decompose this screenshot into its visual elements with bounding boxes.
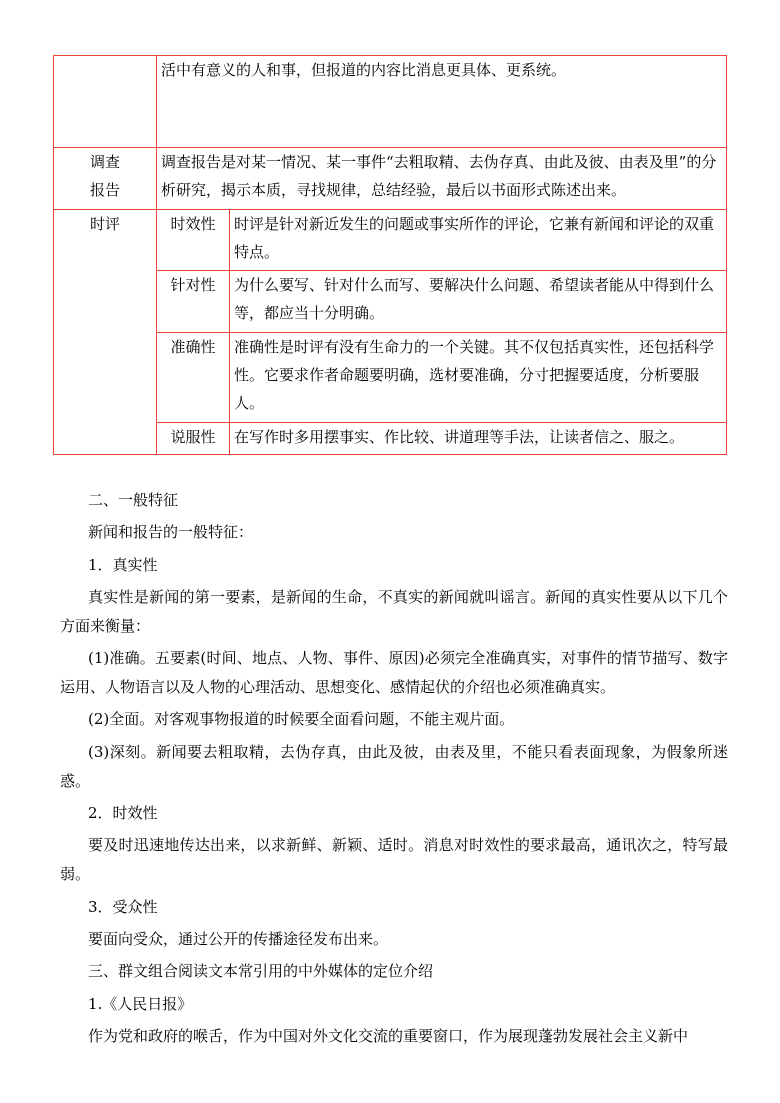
report-continuation-text: 活中有意义的人和事，但报道的内容比消息更具体、更系统。: [157, 56, 727, 148]
paragraph: 真实性是新闻的第一要素，是新闻的生命，不真实的新闻就叫谣言。新闻的真实性要从以下几个方面来衡量：: [60, 587, 728, 635]
commentary-sub-label: 准确性: [157, 333, 230, 423]
paragraph: 作为党和政府的喉舌，作为中国对外文化交流的重要窗口，作为展现蓬勃发展社会主义新中: [88, 1026, 689, 1045]
commentary-sub-desc: 为什么要写、针对什么而写、要解决什么问题、希望读者能从中得到什么等，都应当十分明确。: [230, 271, 727, 333]
table-row-commentary-timeliness: [54, 210, 727, 271]
paragraph: 要及时迅速地传达出来，以求新鲜、新颖、适时。消息对时效性的要求最高，通讯次之，特写最弱。: [60, 836, 728, 884]
body-text: [60, 486, 728, 1054]
survey-report-label: [54, 148, 157, 210]
table-row-report-continuation: [54, 56, 727, 148]
genre-table: [53, 55, 727, 455]
survey-label-line1: 调查: [89, 153, 120, 171]
subheading: 1.《人民日报》: [88, 994, 193, 1013]
section-heading: 二、一般特征: [88, 491, 179, 509]
paragraph: (3)深刻。新闻要去粗取精，去伪存真，由此及彼，由表及里，不能只看表面现象，为假象所迷惑。: [60, 742, 728, 790]
paragraph: (1)准确。五要素(时间、地点、人物、事件、原因)必须完全准确真实，对事件的情节描写、数字运用、人物语言以及人物的心理活动、思想变化、感情起伏的介绍也必须准确真实。: [60, 649, 728, 697]
paragraph: 要面向受众，通过公开的传播途径发布出来。: [88, 929, 389, 948]
commentary-sub-desc: 在写作时多用摆事实、作比较、讲道理等手法，让读者信之、服之。: [230, 423, 727, 455]
commentary-sub-label: 针对性: [157, 271, 230, 333]
subheading: 1．真实性: [88, 555, 158, 574]
paragraph: (2)全面。对客观事物报道的时候要全面看问题，不能主观片面。: [88, 710, 515, 729]
subheading: 2．时效性: [88, 804, 158, 823]
survey-report-desc: 调查报告是对某一情况、某一事件“去粗取精、去伪存真、由此及彼、由表及里”的分析研究，揭示本质，寻找规律，总结经验，最后以书面形式陈述出来。: [157, 148, 727, 210]
subheading: 3．受众性: [88, 897, 158, 916]
empty-category-cell: [54, 56, 157, 148]
commentary-sub-label: 说服性: [157, 423, 230, 455]
table-row-survey-report: [54, 148, 727, 210]
commentary-sub-desc: 时评是针对新近发生的问题或事实所作的评论，它兼有新闻和评论的双重特点。: [230, 210, 727, 271]
commentary-sub-label: 时效性: [157, 210, 230, 271]
commentary-sub-desc: 准确性是时评有没有生命力的一个关键。其不仅包括真实性，还包括科学性。它要求作者命题要明确，选材要准确，分寸把握要适度，分析要服人。: [230, 333, 727, 423]
section-heading: 三、群文组合阅读文本常引用的中外媒体的定位介绍: [88, 962, 434, 981]
paragraph: 新闻和报告的一般特征：: [88, 523, 254, 542]
survey-label-line2: 报告: [89, 181, 120, 199]
commentary-label: 时评: [54, 210, 157, 455]
